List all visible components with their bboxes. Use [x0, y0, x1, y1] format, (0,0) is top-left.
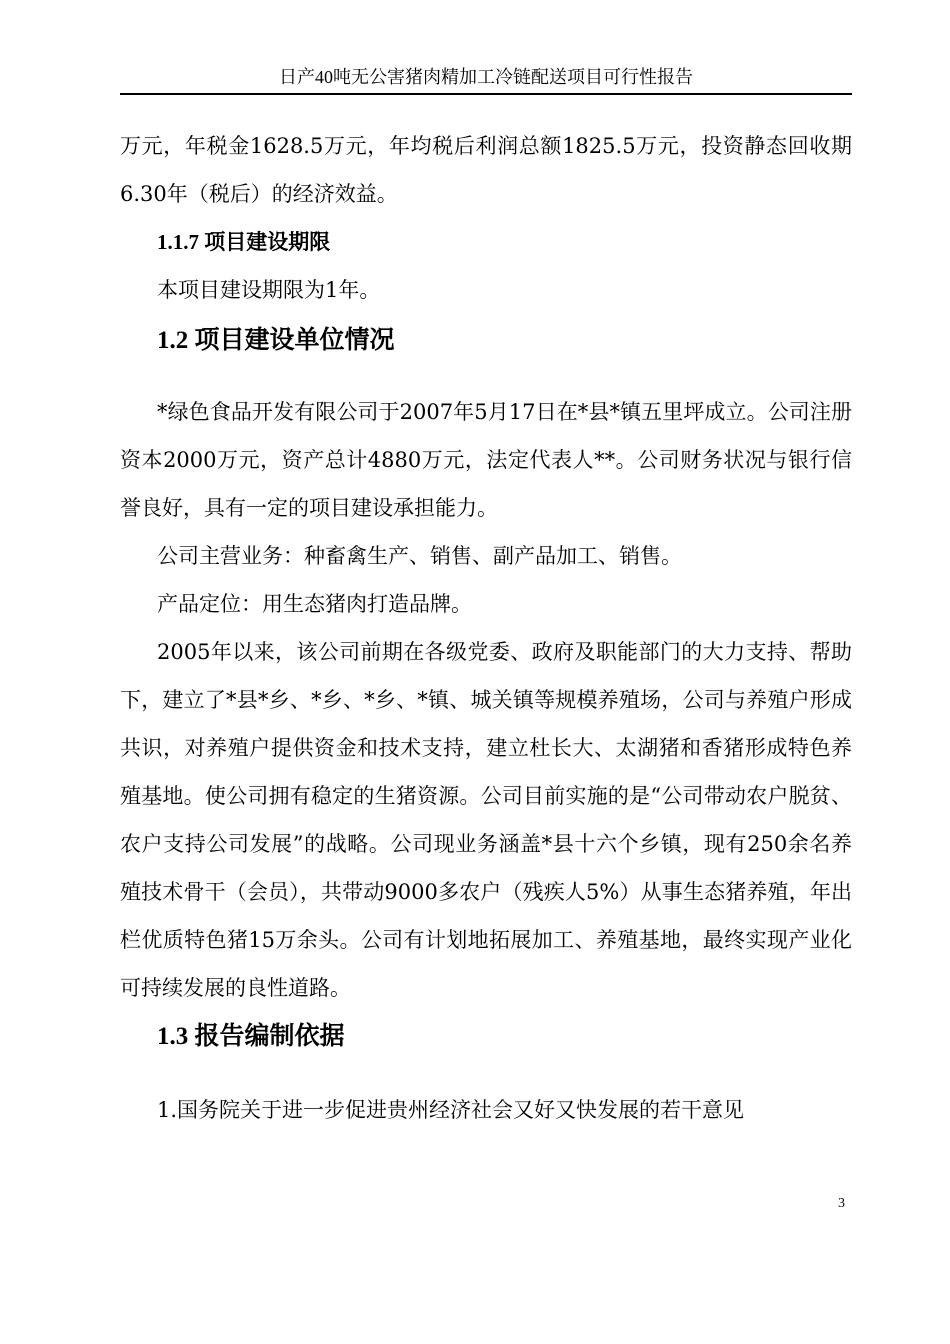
heading-1-1-7: 1.1.7 项目建设期限 — [157, 230, 331, 254]
heading-1-3: 1.3 报告编制依据 — [157, 1023, 345, 1050]
page-number: 3 — [838, 1196, 845, 1211]
header-rule — [120, 93, 852, 95]
paragraph-company-intro: *绿色食品开发有限公司于2007年5月17日在*县*镇五里坪成立。公司注册资本2000万元，资产总计4880万元，法定代表人**。公司财务状况与银行信誉良好，具有一定的项目建设承担能力。 — [120, 400, 852, 520]
paragraph-company-history: 2005年以来，该公司前期在各级党委、政府及职能部门的大力支持、帮助下，建立了*县*乡、*乡、*乡、*镇、城关镇等规模养殖场，公司与养殖户形成共识，对养殖户提供资金和技术支持，建立杜长大、太湖猪和香猪形成特色养殖基地。使公司拥有稳定的生猪资源。公司目前实施的是“公司带动农户脱贫、农户支持公司发展”的战略。公司现业务涵盖*县十六个乡镇，现有250余名养殖技术骨干（会员），共带动9000多农户（残疾人5%）从事生态猪养殖，年出栏优质特色猪15万余头。公司有计划地拓展加工、养殖基地，最终实现产业化可持续发展的良性道路。 — [120, 640, 852, 1000]
heading-1-2: 1.2 项目建设单位情况 — [157, 327, 395, 354]
paragraph-basis-item-1: 1.国务院关于进一步促进贵州经济社会又好又快发展的若干意见 — [157, 1098, 745, 1122]
running-header: 日产40吨无公害猪肉精加工冷链配送项目可行性报告 — [279, 67, 693, 87]
page-body — [120, 122, 852, 1134]
paragraph-investment-continued: 万元，年税金1628.5万元，年均税后利润总额1825.5万元，投资静态回收期6.30年（税后）的经济效益。 — [120, 134, 852, 206]
paragraph-construction-period: 本项目建设期限为1年。 — [157, 278, 381, 302]
paragraph-product-positioning: 产品定位：用生态猪肉打造品牌。 — [157, 592, 472, 616]
paragraph-main-business: 公司主营业务：种畜禽生产、销售、副产品加工、销售。 — [157, 544, 682, 568]
